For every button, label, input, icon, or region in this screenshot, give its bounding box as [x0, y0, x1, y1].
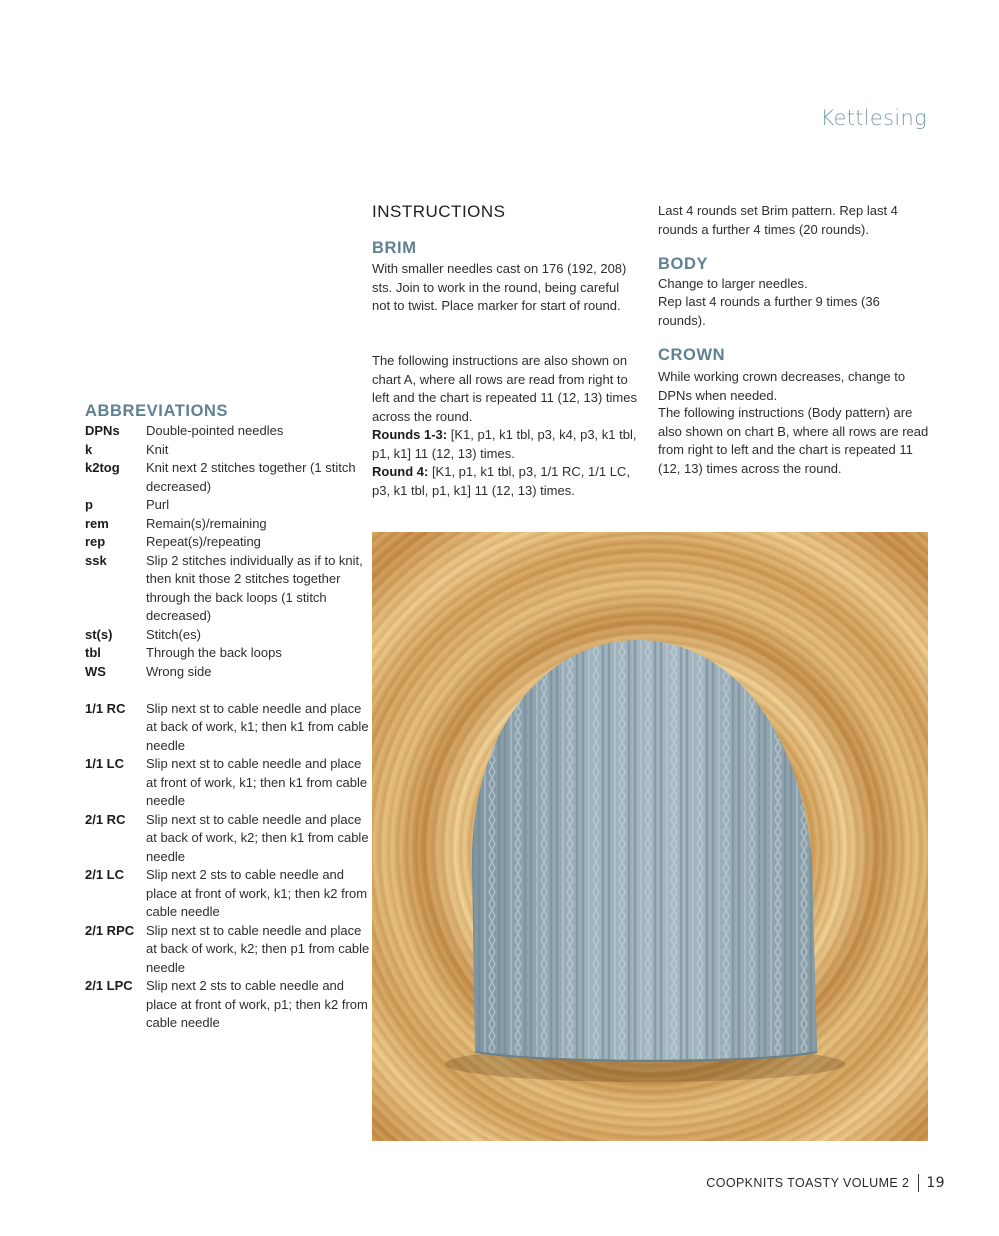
abbr-key: k2tog [85, 460, 120, 475]
abbr-key: rem [85, 515, 109, 531]
cable-key: 1/1 RC [85, 700, 126, 716]
body-line-2: Rep last 4 rounds a further 9 times (36 rounds). [658, 294, 880, 328]
cable-key: 2/1 LC [85, 867, 125, 882]
abbr-row [85, 533, 375, 552]
page-number: 19 [926, 1175, 945, 1191]
abbr-value: Remain(s)/remaining [146, 515, 267, 531]
round-4-text: [K1, p1, k1 tbl, p3, 1/1 RC, 1/1 LC, p3, k1 tbl, p1, k1] 11 (12, 13) times. [372, 464, 630, 498]
crown-line-2: The following instructions (Body pattern) are also shown on chart B, where all rows are read from right to left and the chart is repeated 11 (12, 13) times across the round. [658, 405, 929, 476]
cable-row [85, 755, 375, 811]
cable-value: Slip next st to cable needle and place at back of work, k2; then k1 from cable needle [146, 811, 369, 864]
body-line-1: Change to larger needles. [658, 276, 808, 291]
abbr-key: st(s) [85, 626, 113, 642]
crown-heading: CROWN [658, 346, 726, 364]
abbr-row [85, 663, 375, 682]
abbr-key: p [85, 497, 93, 512]
abbr-value: Knit next 2 stitches together (1 stitch decreased) [146, 460, 356, 494]
cable-row [85, 977, 375, 1033]
crown-line-1: While working crown decreases, change to DPNs when needed. [658, 369, 906, 403]
cable-key: 2/1 LPC [85, 978, 133, 993]
abbr-value: Double-pointed needles [146, 423, 284, 438]
cable-key: 2/1 RC [85, 811, 126, 827]
brim-continue-text: Last 4 rounds set Brim pattern. Rep last 4 rounds a further 4 times (20 rounds). [658, 203, 898, 237]
chart-a-text: The following instructions are also shown on chart A, where all rows are read from right to left and the chart is repeated 11 (12, 13) times across the round. [372, 353, 637, 424]
abbr-row [85, 459, 375, 496]
abbr-row [85, 496, 375, 515]
cable-row [85, 866, 375, 922]
knitted-hat-illustration [372, 532, 928, 1141]
round-4 [372, 463, 642, 500]
cable-value: Slip next 2 sts to cable needle and place at front of work, p1; then k2 from cable needle [146, 978, 368, 1030]
abbr-key: DPNs [85, 423, 120, 438]
hat-photo [372, 532, 928, 1141]
abbr-key: WS [85, 663, 106, 679]
abbr-value: Through the back loops [146, 645, 282, 660]
rounds-1-3-text: [K1, p1, k1 tbl, p3, k4, p3, k1 tbl, p1, k1] 11 (12, 13) times. [372, 427, 637, 461]
abbr-key: k [85, 441, 93, 457]
abbr-value: Purl [146, 497, 170, 512]
publication-name: COOPKNITS TOASTY VOLUME 2 [706, 1176, 910, 1190]
abbr-row [85, 626, 375, 645]
cable-key: 2/1 RPC [85, 922, 135, 938]
abbr-row [85, 422, 375, 441]
page-footer [706, 1174, 945, 1192]
abbr-value: Stitch(es) [146, 626, 201, 642]
cable-row [85, 922, 375, 978]
rounds-1-3 [372, 426, 642, 463]
brim-heading: BRIM [372, 239, 417, 257]
cable-value: Slip next 2 sts to cable needle and place at front of work, k1; then k2 from cable needle [146, 867, 368, 919]
abbreviations-heading: ABBREVIATIONS [85, 402, 229, 420]
abbr-row [85, 552, 375, 626]
abbr-value: Repeat(s)/repeating [146, 534, 261, 549]
pattern-title: Kettlesing [820, 106, 927, 130]
cable-row [85, 811, 375, 867]
abbr-key: tbl [85, 645, 101, 660]
cable-value: Slip next st to cable needle and place at back of work, k1; then k1 from cable needle [146, 700, 369, 753]
abbr-value: Wrong side [146, 663, 212, 679]
cable-value: Slip next st to cable needle and place at back of work, k2; then p1 from cable needle [146, 922, 370, 975]
abbr-row [85, 515, 375, 534]
abbr-value: Slip 2 stitches individually as if to knit, then knit those 2 stitches together through the back loops (1 stitch decreased) [146, 552, 363, 623]
brim-text: With smaller needles cast on 176 (192, 208) sts. Join to work in the round, being careful not to twist. Place marker for start of round. [372, 261, 627, 313]
round-4-label: Round 4: [372, 464, 429, 479]
cable-value: Slip next st to cable needle and place at front of work, k1; then k1 from cable needle [146, 756, 368, 808]
abbr-value: Knit [146, 441, 169, 457]
abbr-row [85, 441, 375, 460]
abbr-row [85, 644, 375, 663]
footer-divider [918, 1174, 919, 1192]
abbreviations-list [85, 422, 375, 1033]
instructions-heading: INSTRUCTIONS [372, 202, 506, 221]
abbr-key: ssk [85, 552, 107, 568]
cable-row [85, 700, 375, 756]
spacer [85, 681, 375, 700]
rounds-1-3-label: Rounds 1-3: [372, 427, 448, 442]
cable-key: 1/1 LC [85, 756, 125, 771]
body-heading: BODY [658, 255, 709, 273]
abbr-key: rep [85, 534, 106, 549]
